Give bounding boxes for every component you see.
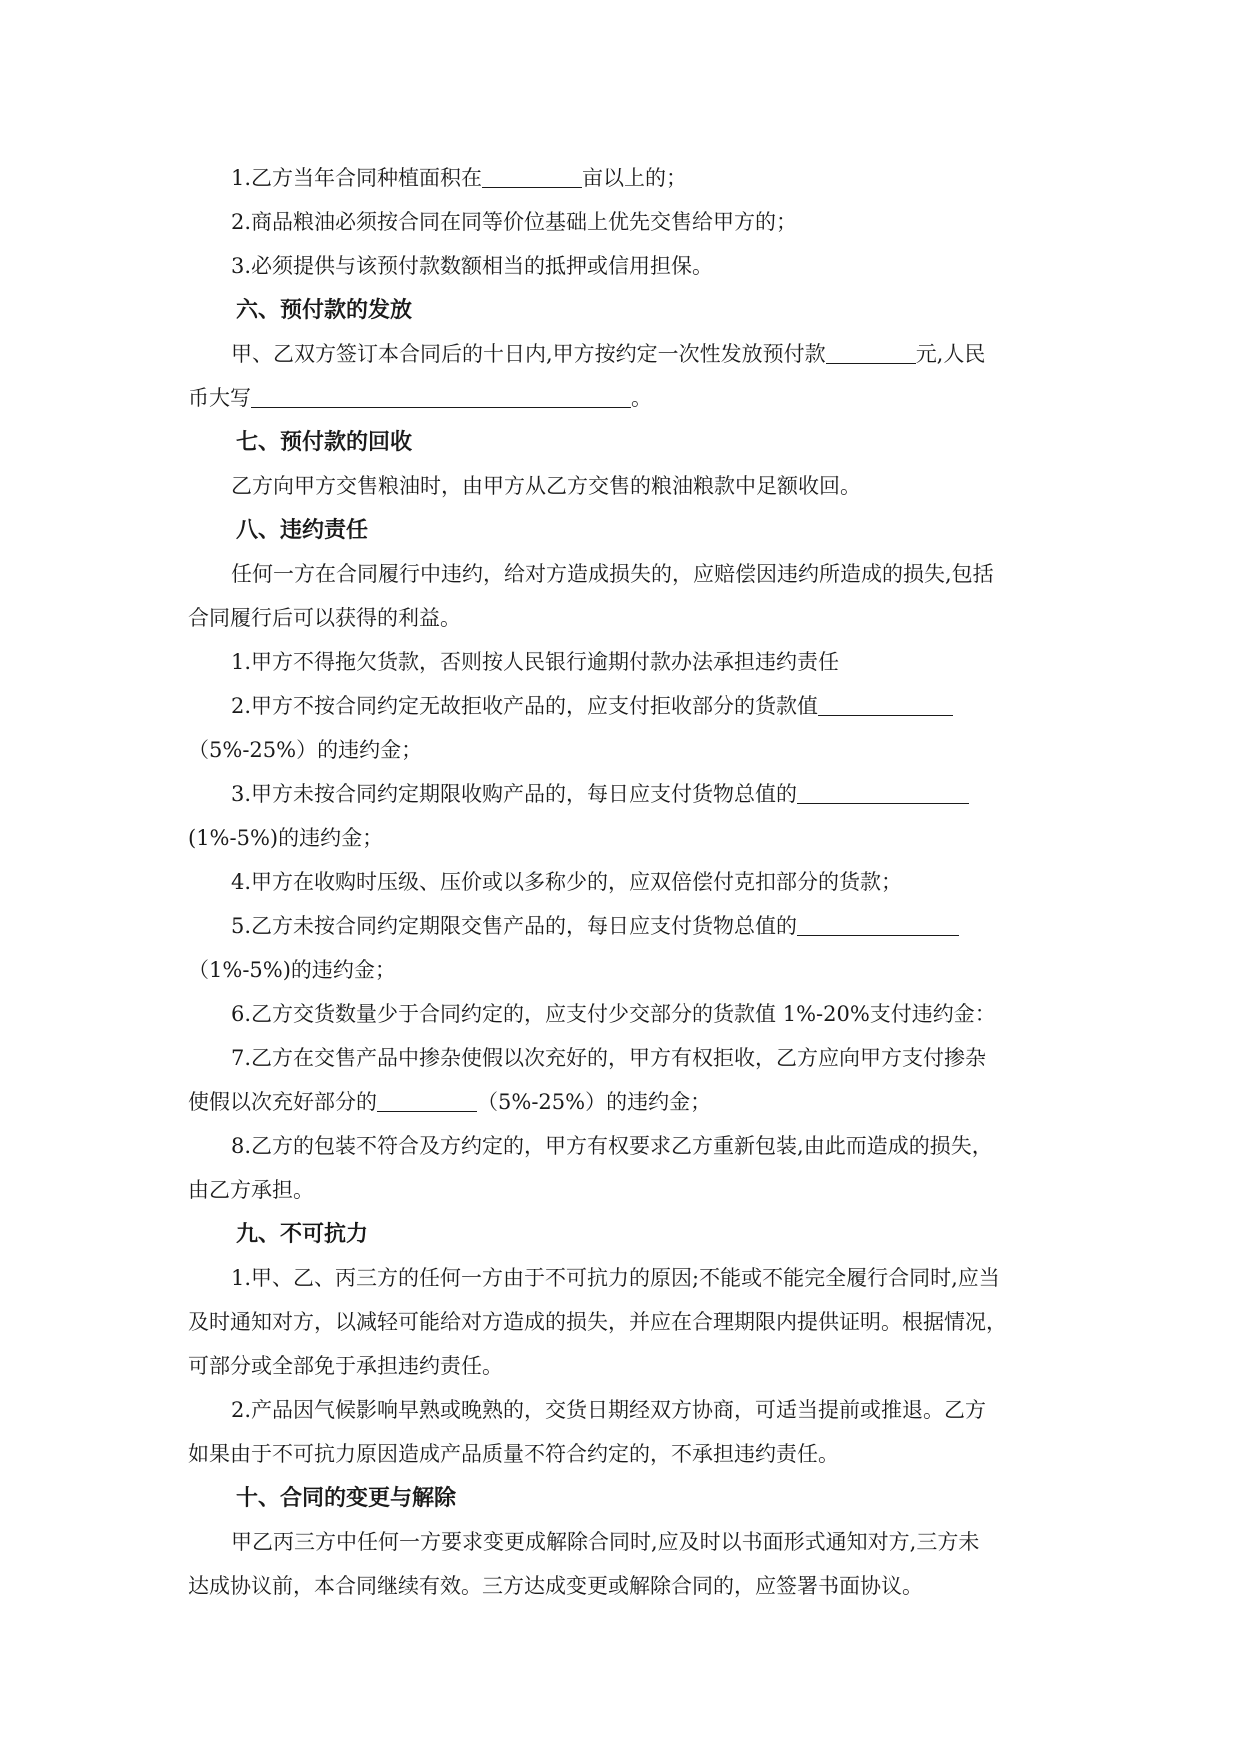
paragraph-line bbox=[188, 244, 1058, 288]
line-text: 2.甲方不按合同约定无故拒收产品的，应支付拒收部分的货款值 bbox=[231, 694, 819, 718]
fill-in-blank bbox=[797, 913, 959, 936]
line-text: 达成协议前，本合同继续有效。三方达成变更或解除合同的，应签署书面协议。 bbox=[188, 1574, 923, 1598]
line-text: 合同履行后可以获得的利益。 bbox=[188, 606, 461, 630]
paragraph-line bbox=[188, 200, 1058, 244]
line-text: （5%-25%）的违约金； bbox=[188, 738, 423, 762]
line-text: 九、不可抗力 bbox=[236, 1221, 369, 1247]
paragraph-line bbox=[188, 1036, 1058, 1080]
fill-in-blank bbox=[251, 385, 631, 408]
line-text: 乙方向甲方交售粮油时，由甲方从乙方交售的粮油粮款中足额收回。 bbox=[231, 474, 861, 498]
line-text: (1%-5%)的违约金； bbox=[188, 826, 384, 850]
line-text: 可部分或全部免于承担违约责任。 bbox=[188, 1354, 503, 1378]
paragraph-line bbox=[188, 640, 1058, 684]
fill-in-blank bbox=[482, 165, 582, 188]
paragraph-line bbox=[188, 684, 1058, 728]
paragraph-line bbox=[188, 816, 1058, 860]
line-text: 十、合同的变更与解除 bbox=[236, 1485, 457, 1511]
paragraph-line bbox=[188, 1124, 1058, 1168]
section-heading bbox=[188, 1476, 1058, 1520]
line-text: 如果由于不可抗力原因造成产品质量不符合约定的，不承担违约责任。 bbox=[188, 1442, 839, 1466]
line-text: 7.乙方在交售产品中掺杂使假以次充好的，甲方有权拒收，乙方应向甲方支付掺杂 bbox=[231, 1046, 987, 1070]
paragraph-line bbox=[188, 904, 1058, 948]
paragraph-line bbox=[188, 1300, 1058, 1344]
paragraph-line bbox=[188, 1564, 1058, 1608]
line-text: 2.商品粮油必须按合同在同等价位基础上优先交售给甲方的； bbox=[231, 210, 798, 234]
section-heading bbox=[188, 288, 1058, 332]
line-text: 元,人民 bbox=[915, 342, 986, 366]
section-heading bbox=[188, 508, 1058, 552]
line-text: （1%-5%)的违约金； bbox=[188, 958, 396, 982]
paragraph-line bbox=[188, 1256, 1058, 1300]
contract-page bbox=[188, 156, 1058, 1608]
paragraph-line bbox=[188, 1168, 1058, 1212]
line-text: 4.甲方在收购时压级、压价或以多称少的，应双倍偿付克扣部分的货款； bbox=[231, 870, 903, 894]
section-heading bbox=[188, 1212, 1058, 1256]
fill-in-blank bbox=[818, 693, 953, 716]
line-text: 8.乙方的包装不符合及方约定的，甲方有权要求乙方重新包装,由此而造成的损失， bbox=[231, 1134, 993, 1158]
paragraph-line bbox=[188, 1344, 1058, 1388]
paragraph-line bbox=[188, 376, 1058, 420]
paragraph-line bbox=[188, 728, 1058, 772]
fill-in-blank bbox=[377, 1089, 477, 1112]
line-text: 甲、乙双方签订本合同后的十日内,甲方按约定一次性发放预付款 bbox=[231, 342, 826, 366]
paragraph-line bbox=[188, 992, 1058, 1036]
section-heading bbox=[188, 420, 1058, 464]
line-text: 1.甲方不得拖欠货款，否则按人民银行逾期付款办法承担违约责任 bbox=[231, 650, 840, 674]
line-text: （5%-25%）的违约金； bbox=[477, 1090, 712, 1114]
paragraph-line bbox=[188, 464, 1058, 508]
paragraph-line bbox=[188, 332, 1058, 376]
line-text: 5.乙方未按合同约定期限交售产品的，每日应支付货物总值的 bbox=[231, 914, 798, 938]
paragraph-line bbox=[188, 772, 1058, 816]
line-text: 六、预付款的发放 bbox=[236, 297, 413, 323]
paragraph-line bbox=[188, 1520, 1058, 1564]
line-text: 6.乙方交货数量少于合同约定的，应支付少交部分的货款值 1%-20%支付违约金： bbox=[231, 1002, 996, 1026]
line-text: 使假以次充好部分的 bbox=[188, 1090, 377, 1114]
paragraph-line bbox=[188, 860, 1058, 904]
line-text: 任何一方在合同履行中违约，给对方造成损失的，应赔偿因违约所造成的损失,包括 bbox=[231, 562, 994, 586]
fill-in-blank bbox=[797, 781, 969, 804]
paragraph-line bbox=[188, 1432, 1058, 1476]
line-text: 币大写 bbox=[188, 386, 251, 410]
line-text: 3.甲方未按合同约定期限收购产品的，每日应支付货物总值的 bbox=[231, 782, 798, 806]
paragraph-line bbox=[188, 1388, 1058, 1432]
paragraph-line bbox=[188, 1080, 1058, 1124]
line-text: 1.甲、乙、丙三方的任何一方由于不可抗力的原因;不能或不能完全履行合同时,应当 bbox=[231, 1266, 1000, 1290]
line-text: 。 bbox=[631, 386, 652, 410]
paragraph-line bbox=[188, 156, 1058, 200]
paragraph-line bbox=[188, 552, 1058, 596]
line-text: 七、预付款的回收 bbox=[236, 429, 413, 455]
paragraph-line bbox=[188, 948, 1058, 992]
line-text: 1.乙方当年合同种植面积在 bbox=[231, 166, 483, 190]
fill-in-blank bbox=[826, 341, 916, 364]
line-text: 甲乙丙三方中任何一方要求变更成解除合同时,应及时以书面形式通知对方,三方未 bbox=[231, 1530, 980, 1554]
line-text: 八、违约责任 bbox=[236, 517, 369, 543]
line-text: 亩以上的； bbox=[582, 166, 688, 190]
line-text: 3.必须提供与该预付款数额相当的抵押或信用担保。 bbox=[231, 254, 714, 278]
paragraph-line bbox=[188, 596, 1058, 640]
line-text: 由乙方承担。 bbox=[188, 1178, 314, 1202]
line-text: 2.产品因气候影响早熟或晚熟的，交货日期经双方协商，可适当提前或推退。乙方 bbox=[231, 1398, 987, 1422]
line-text: 及时通知对方，以减轻可能给对方造成的损失，并应在合理期限内提供证明。根据情况， bbox=[188, 1310, 1007, 1334]
